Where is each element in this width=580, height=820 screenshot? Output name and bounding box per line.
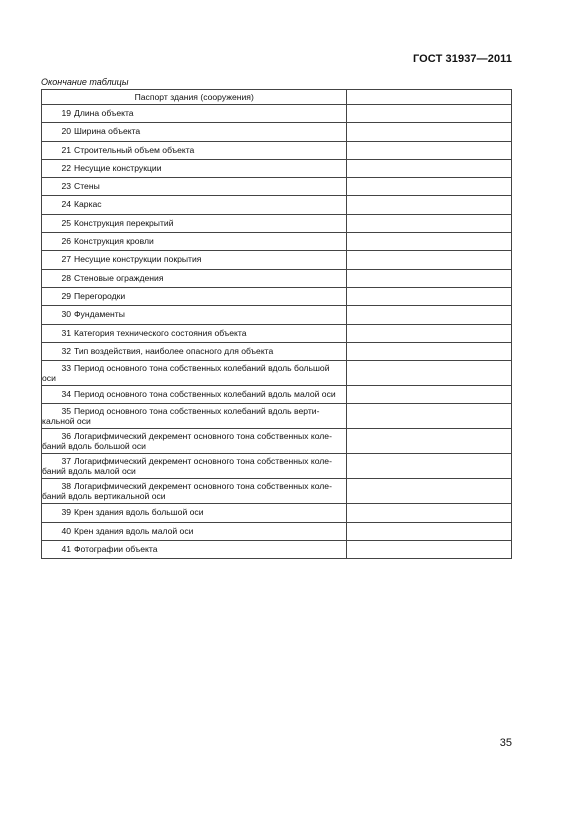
row-number: 38 — [61, 481, 71, 492]
row-item-cell — [42, 306, 347, 324]
row-number: 28 — [61, 272, 71, 283]
row-value-cell — [347, 287, 512, 305]
row-number: 36 — [61, 431, 71, 442]
table-row — [42, 214, 512, 232]
row-label-continuation: баний вдоль малой оси — [42, 466, 136, 477]
row-item-cell — [42, 123, 347, 141]
row-value-cell — [347, 233, 512, 251]
row-label: Фундаменты — [74, 309, 125, 320]
row-label: Крен здания вдоль малой оси — [74, 525, 194, 536]
row-item-cell — [42, 324, 347, 342]
row-number: 25 — [61, 217, 71, 228]
table-row — [42, 141, 512, 159]
row-number: 35 — [61, 406, 71, 417]
row-label-continuation: баний вдоль вертикальной оси — [42, 491, 166, 502]
row-value-cell — [347, 123, 512, 141]
table-row — [42, 504, 512, 522]
row-item-cell — [42, 454, 347, 479]
table-row — [42, 178, 512, 196]
row-item-cell — [42, 342, 347, 360]
row-label: Логарифмический декремент основного тона собственных коле- — [74, 456, 332, 467]
row-value-cell — [347, 105, 512, 123]
table-row — [42, 386, 512, 404]
table-caption: Окончание таблицы — [41, 77, 129, 87]
row-number: 29 — [61, 290, 71, 301]
row-number: 40 — [61, 525, 71, 536]
table-row — [42, 196, 512, 214]
row-number: 23 — [61, 181, 71, 192]
row-item-cell — [42, 287, 347, 305]
table-row — [42, 233, 512, 251]
row-value-cell — [347, 454, 512, 479]
row-label: Тип воздействия, наиболее опасного для объекта — [74, 345, 274, 356]
row-value-cell — [347, 522, 512, 540]
row-label: Конструкция кровли — [74, 236, 154, 247]
table-header-value-cell — [347, 90, 512, 105]
row-value-cell — [347, 361, 512, 386]
row-value-cell — [347, 504, 512, 522]
row-value-cell — [347, 306, 512, 324]
row-value-cell — [347, 404, 512, 429]
table-row — [42, 123, 512, 141]
row-value-cell — [347, 159, 512, 177]
row-item-cell — [42, 269, 347, 287]
table-row — [42, 251, 512, 269]
row-value-cell — [347, 479, 512, 504]
table-row — [42, 159, 512, 177]
row-number: 21 — [61, 144, 71, 155]
row-label: Перегородки — [74, 290, 126, 301]
row-value-cell — [347, 342, 512, 360]
row-item-cell — [42, 361, 347, 386]
row-number: 37 — [61, 456, 71, 467]
table-row — [42, 479, 512, 504]
row-number: 24 — [61, 199, 71, 210]
row-label: Логарифмический декремент основного тона собственных коле- — [74, 481, 332, 492]
row-value-cell — [347, 324, 512, 342]
row-value-cell — [347, 429, 512, 454]
row-label: Логарифмический декремент основного тона собственных коле- — [74, 431, 332, 442]
row-label: Категория технического состояния объекта — [74, 327, 247, 338]
row-item-cell — [42, 404, 347, 429]
table-header-row — [42, 90, 512, 105]
row-value-cell — [347, 269, 512, 287]
table-row — [42, 287, 512, 305]
table-row — [42, 522, 512, 540]
row-item-cell — [42, 196, 347, 214]
row-item-cell — [42, 251, 347, 269]
row-item-cell — [42, 479, 347, 504]
row-number: 41 — [61, 544, 71, 555]
row-number: 27 — [61, 254, 71, 265]
row-item-cell — [42, 214, 347, 232]
row-label: Несущие конструкции покрытия — [74, 254, 202, 265]
row-number: 33 — [61, 363, 71, 374]
table-row — [42, 361, 512, 386]
row-value-cell — [347, 141, 512, 159]
table-row — [42, 541, 512, 559]
row-label: Ширина объекта — [74, 126, 141, 137]
row-item-cell — [42, 386, 347, 404]
row-number: 32 — [61, 345, 71, 356]
row-item-cell — [42, 541, 347, 559]
table-row — [42, 269, 512, 287]
row-label: Период основного тона собственных колебаний вдоль большой — [74, 363, 330, 374]
row-item-cell — [42, 159, 347, 177]
row-value-cell — [347, 251, 512, 269]
passport-table — [41, 89, 512, 559]
row-item-cell — [42, 522, 347, 540]
table-row — [42, 306, 512, 324]
row-label: Стены — [74, 181, 100, 192]
table-row — [42, 342, 512, 360]
row-number: 22 — [61, 162, 71, 173]
table-row — [42, 324, 512, 342]
row-item-cell — [42, 504, 347, 522]
row-label-continuation: баний вдоль большой оси — [42, 441, 146, 452]
table-body — [42, 105, 512, 559]
table-row — [42, 429, 512, 454]
row-item-cell — [42, 178, 347, 196]
row-number: 39 — [61, 507, 71, 518]
row-number: 20 — [61, 126, 71, 137]
row-label-continuation: кальной оси — [42, 416, 91, 427]
row-label-continuation: оси — [42, 373, 56, 384]
row-label: Несущие конструкции — [74, 162, 162, 173]
row-label: Каркас — [74, 199, 102, 210]
row-number: 26 — [61, 236, 71, 247]
row-value-cell — [347, 214, 512, 232]
row-item-cell — [42, 233, 347, 251]
table-header: Паспорт здания (сооружения) — [42, 90, 347, 105]
row-label: Строительный объем объекта — [74, 144, 195, 155]
row-number: 30 — [61, 309, 71, 320]
row-label: Крен здания вдоль большой оси — [74, 507, 204, 518]
row-label: Конструкция перекрытий — [74, 217, 174, 228]
row-label: Период основного тона собственных колебаний вдоль малой оси — [74, 389, 336, 400]
table-row — [42, 404, 512, 429]
table-row — [42, 105, 512, 123]
document-code: ГОСТ 31937—2011 — [412, 53, 512, 65]
row-number: 34 — [61, 389, 71, 400]
row-item-cell — [42, 105, 347, 123]
row-value-cell — [347, 178, 512, 196]
row-label: Длина объекта — [74, 108, 134, 118]
row-item-cell — [42, 141, 347, 159]
row-label: Фотографии объекта — [74, 544, 158, 555]
row-number: 19 — [61, 108, 71, 118]
row-number: 31 — [61, 327, 71, 338]
table-row — [42, 454, 512, 479]
row-item-cell — [42, 429, 347, 454]
page-number: 35 — [499, 737, 512, 749]
row-value-cell — [347, 386, 512, 404]
row-value-cell — [347, 196, 512, 214]
row-label: Стеновые ограждения — [74, 272, 164, 283]
row-label: Период основного тона собственных колебаний вдоль верти- — [74, 406, 320, 417]
row-value-cell — [347, 541, 512, 559]
